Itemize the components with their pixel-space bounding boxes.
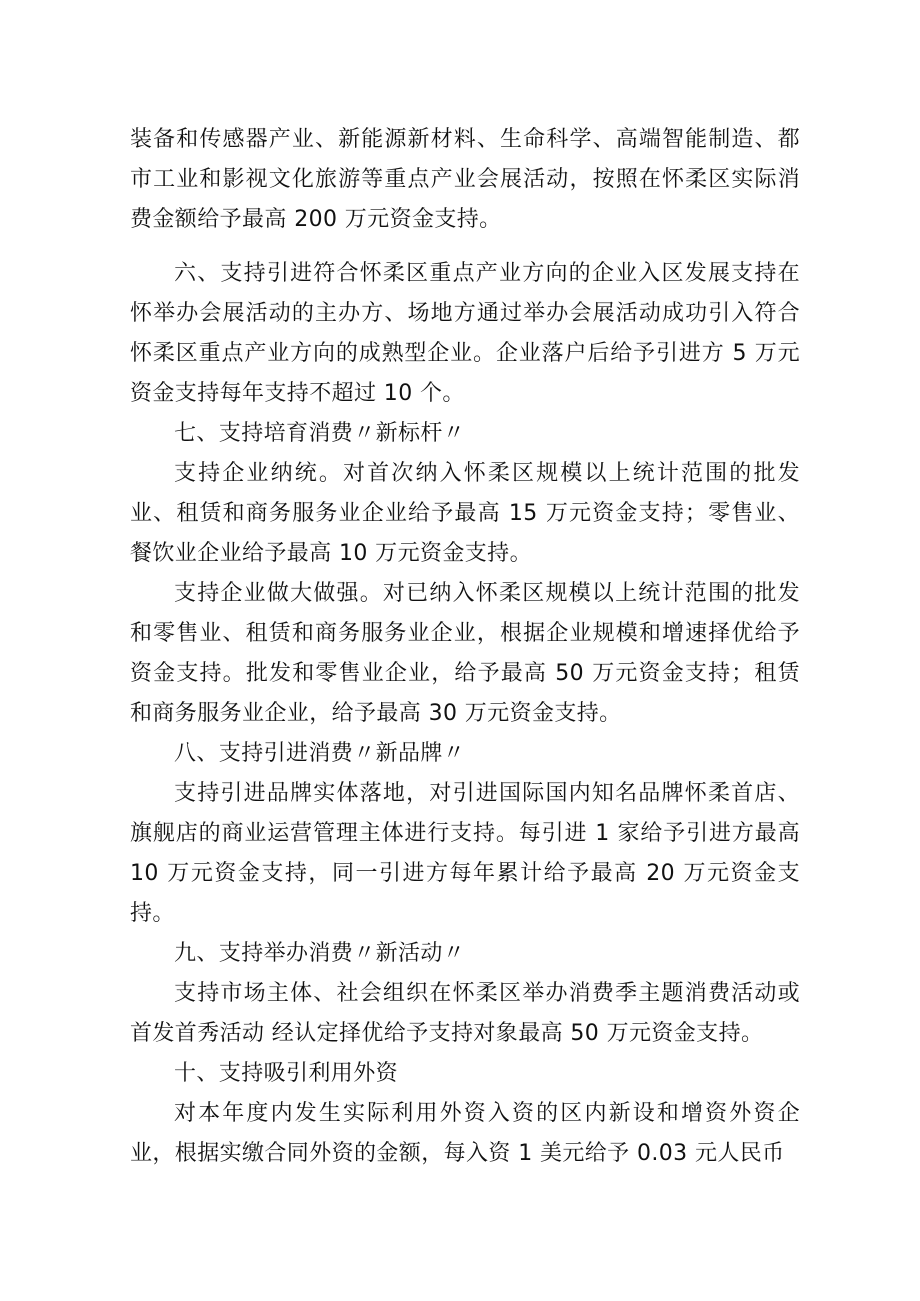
- paragraph-section-six: 六、支持引进符合怀柔区重点产业方向的企业入区发展支持在怀举办会展活动的主办方、场地方通过举办会展活动成功引入符合怀柔区重点产业方向的成熟型企业。企业落户后给予引进方 5 万元资金支持每年支持不超过 10 个。: [130, 261, 800, 406]
- paragraph-consumption-activities: 支持市场主体、社会组织在怀柔区举办消费季主题消费活动或首发首秀活动 经认定择优给予支持对象最高 50 万元资金支持。: [130, 981, 800, 1046]
- paragraph-brand-introduction: 支持引进品牌实体落地，对引进国际国内知名品牌怀柔首店、旗舰店的商业运营管理主体进行支持。每引进 1 家给予引进方最高 10 万元资金支持，同一引进方每年累计给予最高 20 万元资金支持。: [130, 781, 800, 926]
- paragraph-continuation: 装备和传感器产业、新能源新材料、生命科学、高端智能制造、都市工业和影视文化旅游等重点产业会展活动，按照在怀柔区实际消费金额给予最高 200 万元资金支持。: [130, 127, 800, 232]
- heading-section-seven: 七、支持培育消费〃新标杆〃: [174, 421, 466, 446]
- heading-section-ten: 十、支持吸引利用外资: [174, 1061, 399, 1086]
- paragraph-enterprise-growth: 支持企业做大做强。对已纳入怀柔区规模以上统计范围的批发和零售业、租赁和商务服务业企业，根据企业规模和增速择优给予资金支持。批发和零售业企业，给予最高 50 万元资金支持；租赁和商务服务业企业，给予最高 30 万元资金支持。: [130, 581, 800, 726]
- document-body: [130, 120, 800, 1174]
- heading-section-eight: 八、支持引进消费〃新品牌〃: [174, 741, 466, 766]
- paragraph-enterprise-statistics: 支持企业纳统。对首次纳入怀柔区规模以上统计范围的批发业、租赁和商务服务业企业给予最高 15 万元资金支持；零售业、餐饮业企业给予最高 10 万元资金支持。: [130, 461, 800, 566]
- paragraph-foreign-investment: 对本年度内发生实际利用外资入资的区内新设和增资外资企业，根据实缴合同外资的金额，每入资 1 美元给予 0.03 元人民币: [130, 1101, 800, 1166]
- heading-section-nine: 九、支持举办消费〃新活动〃: [174, 941, 466, 966]
